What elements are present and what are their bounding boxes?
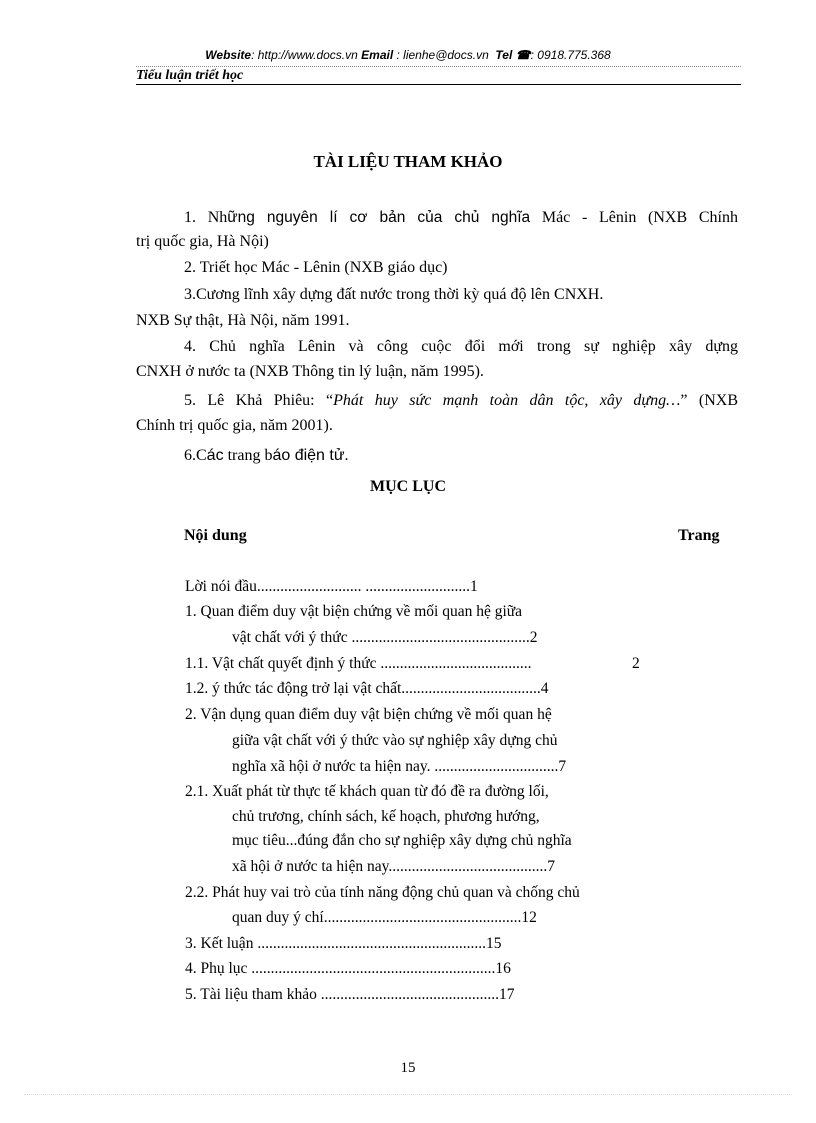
reference-4: 4. Chủ nghĩa Lênin và công cuộc đổi mới trong sự nghiệp xây dựng [184, 338, 738, 355]
toc-line: 3. Kết luận ...........................................................15 [185, 935, 502, 952]
tel-label: Tel [495, 48, 513, 62]
toc-line: nghĩa xã hội ở nước ta hiện nay. ................................7 [232, 758, 567, 775]
toc-line: quan duy ý chí...................................................12 [232, 909, 537, 926]
toc-line: mục tiêu...đúng đắn cho sự nghiệp xây dựng chủ nghĩa [232, 832, 572, 849]
website-label: Website [205, 48, 252, 62]
reference-4-cont: CNXH ở nước ta (NXB Thông tin lý luận, năm 1995). [136, 363, 484, 380]
toc-line: giữa vật chất với ý thức vào sự nghiệp xây dựng chủ [232, 732, 558, 749]
reference-3: 3.Cương lĩnh xây dựng đất nước trong thời kỳ quá độ lên CNXH. [184, 286, 604, 303]
header-divider [136, 84, 741, 85]
email-value[interactable]: : lienhe@docs.vn [393, 48, 489, 62]
reference-2: 2. Triết học Mác - Lênin (NXB giáo dục) [184, 259, 448, 276]
toc-line: 1. Quan điểm duy vật biện chứng về mối quan hệ giữa [185, 603, 523, 620]
reference-3-cont: NXB Sự thật, Hà Nội, năm 1991. [136, 312, 350, 329]
toc-line: 2. Vận dụng quan điểm duy vật biện chứng về mối quan hệ [185, 706, 552, 723]
header-contact [0, 48, 816, 62]
toc-page-header: Trang [678, 527, 720, 544]
toc-line: 4. Phụ lục ...............................................................16 [185, 960, 511, 977]
toc-content-header: Nội dung [184, 527, 247, 544]
tel-value: : 0918.775.368 [530, 48, 611, 62]
toc-line: 1.2. ý thức tác động trở lại vật chất....................................4 [185, 680, 549, 697]
toc-line: 1.1. Vật chất quyết định ý thức ....................................... [185, 655, 532, 672]
reference-1: 1. Những nguyên lí cơ bản của chủ nghĩa Mác - Lênin (NXB Chính [184, 209, 738, 226]
email-label: Email [361, 48, 394, 62]
toc-line: 5. Tài liệu tham khảo ..............................................17 [185, 986, 515, 1003]
reference-5-cont: Chính trị quốc gia, năm 2001). [136, 417, 333, 434]
toc-page-number: 2 [632, 655, 640, 672]
footer-divider [24, 1094, 792, 1095]
toc-line: chủ trương, chính sách, kế hoạch, phương hướng, [232, 808, 540, 825]
toc-line: 2.2. Phát huy vai trò của tính năng động chủ quan và chống chủ [185, 884, 580, 901]
references-title: TÀI LIỆU THAM KHẢO [313, 152, 503, 171]
phone-icon: ☎ [515, 48, 531, 62]
reference-5: 5. Lê Khả Phiêu: “Phát huy sức mạnh toàn dân tộc, xây dựng…” (NXB [184, 392, 738, 409]
toc-line: vật chất với ý thức ..............................................2 [232, 629, 538, 646]
toc-line: Lời nói đầu........................... ...........................1 [185, 578, 478, 595]
toc-line: 2.1. Xuất phát từ thực tế khách quan từ đó đề ra đường lối, [185, 783, 549, 800]
reference-1-cont: trị quốc gia, Hà Nội) [136, 233, 269, 250]
website-value[interactable]: : http://www.docs.vn [251, 48, 358, 62]
reference-6: 6.Các trang báo điện tử. [184, 447, 349, 464]
header-subtitle: Tiểu luận triết học [136, 68, 244, 83]
toc-line: xã hội ở nước ta hiện nay.........................................7 [232, 858, 555, 875]
toc-title: MỤC LỤC [370, 478, 446, 495]
page-number: 15 [400, 1060, 416, 1076]
header-divider-dotted [136, 66, 741, 67]
